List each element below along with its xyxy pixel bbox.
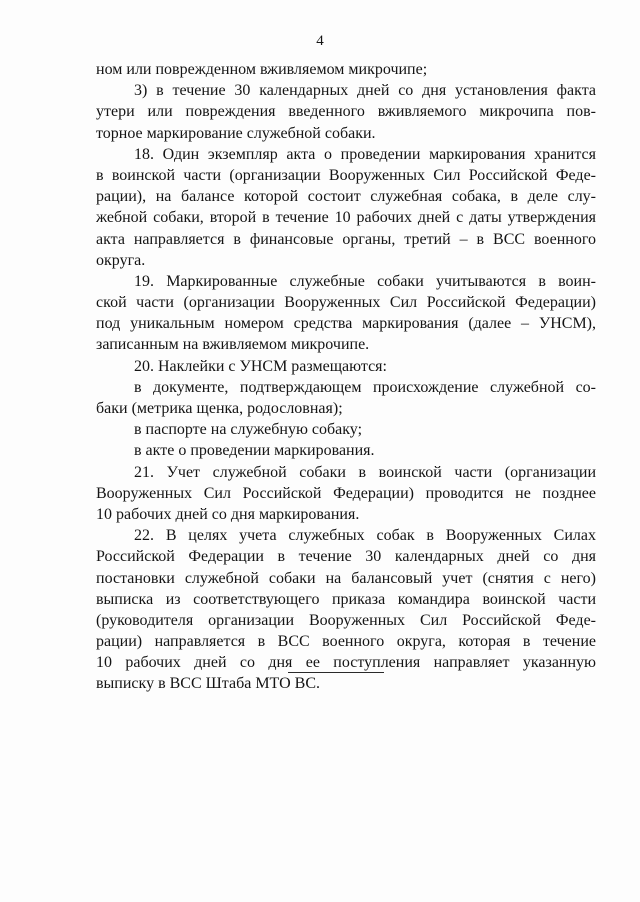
text-line: 10 рабочих дней со дня ее поступления направляет указанную bbox=[96, 654, 596, 672]
text-line: Вооруженных Сил Российской Федерации) проводится не позднее bbox=[96, 484, 596, 502]
text-line: постановки служебной собаки на балансовый учет (снятия с него) bbox=[96, 569, 596, 587]
text-line: акта направляется в финансовые органы, третий – в ВСС военного bbox=[96, 230, 596, 248]
text-line: в паспорте на служебную собаку; bbox=[134, 421, 363, 439]
text-line: утери или повреждения введенного вживляемого микрочипа пов- bbox=[96, 103, 596, 121]
text-line: рации), на балансе которой состоит служебная собака, в деле слу- bbox=[96, 188, 596, 206]
text-line: в воинской части (организации Вооруженных Сил Российской Феде- bbox=[96, 166, 596, 184]
text-line: 22. В целях учета служебных собак в Вооруженных Силах bbox=[134, 527, 596, 545]
text-line: 19. Маркированные служебные собаки учитываются в воин- bbox=[134, 272, 596, 290]
text-line: торное маркирование служебной собаки. bbox=[96, 124, 376, 142]
text-line: рации) направляется в ВСС военного округа, которая в течение bbox=[96, 633, 596, 651]
end-rule bbox=[288, 672, 384, 673]
text-line: 3) в течение 30 календарных дней со дня установления факта bbox=[134, 82, 596, 100]
text-line: в акте о проведении маркирования. bbox=[134, 442, 375, 460]
page-number: 4 bbox=[316, 33, 324, 49]
text-line: (руководителя организации Вооруженных Сил Российской Феде- bbox=[96, 611, 596, 629]
text-line: ном или поврежденном вживляемом микрочипе; bbox=[96, 61, 428, 78]
text-line: 18. Один экземпляр акта о проведении маркирования хранится bbox=[134, 145, 596, 163]
text-line: Российской Федерации в течение 30 календарных дней со дня bbox=[96, 548, 596, 566]
text-line: выписка из соответствующего приказа командира воинской части bbox=[96, 590, 596, 608]
text-line: ской части (организации Вооруженных Сил Российской Федерации) bbox=[96, 294, 596, 312]
text-line: жебной собаки, второй в течение 10 рабочих дней с даты утверждения bbox=[96, 209, 596, 227]
text-line: 21. Учет служебной собаки в воинской части (организации bbox=[134, 463, 596, 481]
text-line: под уникальным номером средства маркирования (далее – УНСМ), bbox=[96, 315, 596, 333]
text-line: 20. Наклейки с УНСМ размещаются: bbox=[134, 357, 387, 375]
text-line: округа. bbox=[96, 251, 146, 269]
text-line: записанным на вживляемом микрочипе. bbox=[96, 336, 370, 354]
text-line: в документе, подтверждающем происхождение служебной со- bbox=[134, 378, 596, 396]
text-line: баки (метрика щенка, родословная); bbox=[96, 400, 343, 417]
text-line: 10 рабочих дней со дня маркирования. bbox=[96, 505, 360, 523]
body-text bbox=[96, 59, 596, 695]
text-line: выписку в ВСС Штаба МТО ВС. bbox=[96, 675, 321, 693]
